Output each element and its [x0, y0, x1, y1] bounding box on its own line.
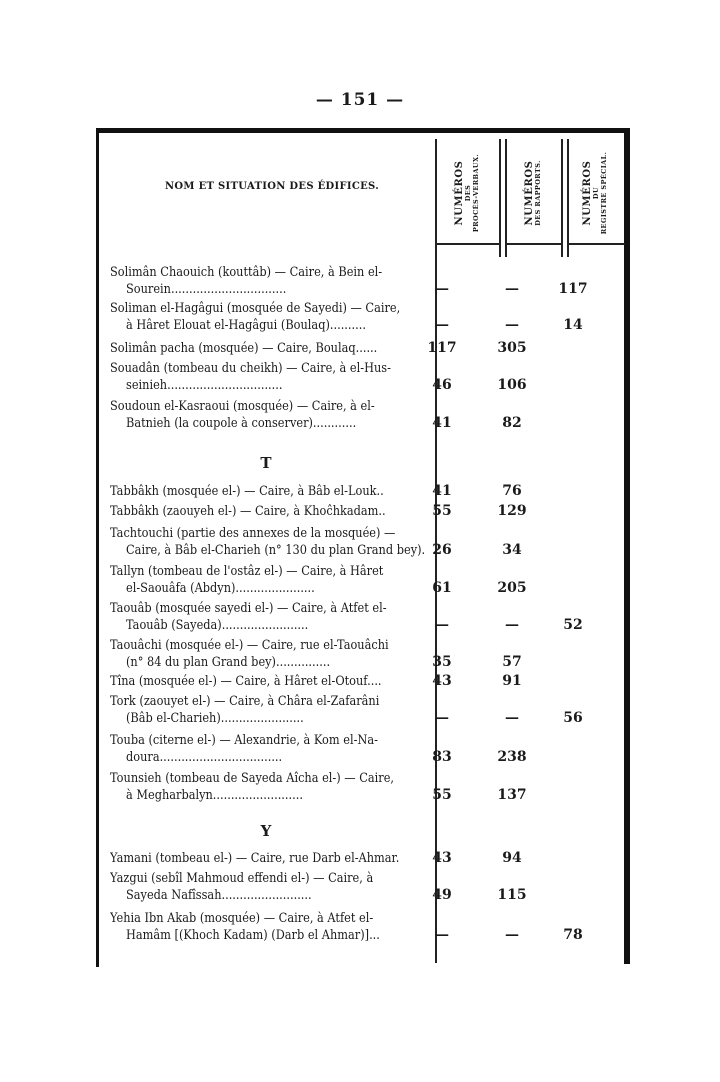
entry-text: Tabbâkh (zaouyeh el-) — Caire, à Khoĉhkadam.. [110, 504, 386, 519]
rapport-number: — [505, 710, 519, 726]
entry-text-continued: à Megharbalyn......................... [126, 788, 303, 803]
header-rule [435, 243, 499, 245]
entry-text-continued: Sayeda Nafîssah......................... [126, 888, 312, 903]
col3-sub1: DU [592, 186, 601, 200]
proces-verbal-number: 41 [432, 483, 452, 499]
entry-text-continued: Sourein................................ [126, 282, 287, 297]
section-letter-t: T [260, 454, 272, 472]
registre-column-header [573, 143, 617, 243]
rapport-number: 82 [502, 415, 522, 431]
proces-verbal-number: 55 [432, 503, 452, 519]
rapport-number: 34 [502, 542, 522, 558]
proces-verbal-number: 35 [432, 654, 452, 670]
proces-verbal-number: 61 [432, 580, 452, 596]
proces-verbal-number: 43 [432, 850, 452, 866]
col2-title: NUMÉROS [523, 160, 535, 226]
entry-text: Tachtouchi (partie des annexes de la mosquée) — [110, 526, 396, 541]
entry-text-continued: Hamâm [(Khoch Kadam) (Darb el Ahmar)]... [126, 928, 380, 943]
entry-text: Yazgui (sebîl Mahmoud effendi el-) — Caire, à [110, 871, 374, 886]
entry-text: Solimân Chaouich (kouttâb) — Caire, à Bein el- [110, 265, 383, 280]
col2-sub1: DES RAPPORTS. [534, 160, 543, 226]
entry-text: Soudoun el-Kasraoui (mosquée) — Caire, à el- [110, 399, 375, 414]
entry-text-continued: doura.................................. [126, 750, 283, 765]
rapport-number: 115 [497, 887, 527, 903]
entry-text: Yehia Ibn Akab (mosquée) — Caire, à Atfet el- [110, 911, 374, 926]
col1-sub2: PROCÈS-VERBAUX. [471, 153, 480, 233]
proces-verbal-number: 41 [432, 415, 452, 431]
rapport-number: 205 [497, 580, 527, 596]
header-rule [567, 243, 625, 245]
proces-verbal-number: 49 [432, 887, 452, 903]
proces-verbal-number: 117 [427, 340, 457, 356]
entry-text: Tork (zaouyet el-) — Caire, à Châra el-Zafarâni [110, 694, 380, 709]
rapport-number: 129 [497, 503, 527, 519]
rapports-column-header [511, 143, 555, 243]
name-column-header: NOM ET SITUATION DES ÉDIFICES. [164, 181, 380, 192]
rapport-number: 91 [502, 673, 522, 689]
entry-text: Taouâb (mosquée sayedi el-) — Caire, à Atfet el- [110, 601, 387, 616]
proces-verbal-number: — [435, 710, 449, 726]
proces-verbal-number: — [435, 927, 449, 943]
registre-number: 56 [563, 710, 583, 726]
rapport-number: — [505, 317, 519, 333]
entry-text: Tîna (mosquée el-) — Caire, à Hâret el-Otouf.... [110, 674, 382, 689]
entry-text-continued: (n° 84 du plan Grand bey)............... [126, 655, 331, 670]
rapport-number: 106 [497, 377, 527, 393]
col3-sub2: REGISTRE SPÉCIAL. [599, 151, 608, 235]
entry-text-continued: (Bâb el-Charieh)....................... [126, 711, 304, 726]
entry-text-continued: seinieh................................ [126, 378, 283, 393]
column-divider [499, 139, 501, 257]
proces-verbal-number: 46 [432, 377, 452, 393]
col3-title: NUMÉROS [581, 160, 593, 226]
rapport-number: — [505, 927, 519, 943]
rapport-number: 57 [502, 654, 522, 670]
entry-text: Taouâchi (mosquée el-) — Caire, rue el-Taouâchi [110, 638, 389, 653]
rapport-number: 305 [497, 340, 527, 356]
rapport-number: 76 [502, 483, 522, 499]
entry-text: Yamani (tombeau el-) — Caire, rue Darb el-Ahmar. [110, 851, 400, 866]
entry-text: Tallyn (tombeau de l'ostâz el-) — Caire, à Hâret [110, 564, 384, 579]
proces-verbal-number: 43 [432, 673, 452, 689]
entry-text: Tounsieh (tombeau de Sayeda Aîcha el-) — Caire, [110, 771, 395, 786]
entry-text: Souadân (tombeau du cheikh) — Caire, à el-Hus- [110, 361, 391, 376]
entry-text-continued: à Hâret Elouat el-Hagâgui (Boulaq).......... [126, 318, 366, 333]
column-divider [505, 139, 507, 257]
entry-text-continued: Batnieh (la coupole à conserver)............ [126, 416, 357, 431]
frame-edge [96, 955, 99, 967]
entry-text-continued: Caire, à Bâb el-Charieh (n° 130 du plan Grand bey). [126, 543, 426, 558]
entry-text: Soliman el-Hagâgui (mosquée de Sayedi) — Caire, [110, 301, 401, 316]
section-letter-y: Y [260, 822, 272, 840]
header-rule [505, 243, 561, 245]
registre-number: 14 [563, 317, 583, 333]
rapport-number: 137 [497, 787, 527, 803]
registre-number: 78 [563, 927, 583, 943]
proces-verbal-number: 55 [432, 787, 452, 803]
column-divider [567, 139, 569, 257]
entry-text-continued: el-Saouâfa (Abdyn)...................... [126, 581, 315, 596]
proces-verbal-number: — [435, 281, 449, 297]
rapport-number: — [505, 281, 519, 297]
column-divider [561, 139, 563, 257]
proces-verbaux-column-header [445, 143, 489, 243]
entry-text: Tabbâkh (mosquée el-) — Caire, à Bâb el-Louk.. [110, 484, 384, 499]
entry-text-continued: Taouâb (Sayeda)........................ [126, 618, 309, 633]
entry-text: Solimân pacha (mosquée) — Caire, Boulaq...... [110, 341, 378, 356]
rapport-number: — [505, 617, 519, 633]
entry-text: Touba (citerne el-) — Alexandrie, à Kom el-Na- [110, 733, 378, 748]
rapport-number: 238 [497, 749, 527, 765]
proces-verbal-number: — [435, 317, 449, 333]
col1-title: NUMÉROS [453, 160, 465, 226]
col1-sub1: DES [464, 184, 473, 202]
page-number: — 151 — [315, 90, 405, 110]
proces-verbal-number: 26 [432, 542, 452, 558]
proces-verbal-number: 83 [432, 749, 452, 765]
registre-number: 117 [558, 281, 588, 297]
proces-verbal-number: — [435, 617, 449, 633]
rapport-number: 94 [502, 850, 522, 866]
registre-number: 52 [563, 617, 583, 633]
